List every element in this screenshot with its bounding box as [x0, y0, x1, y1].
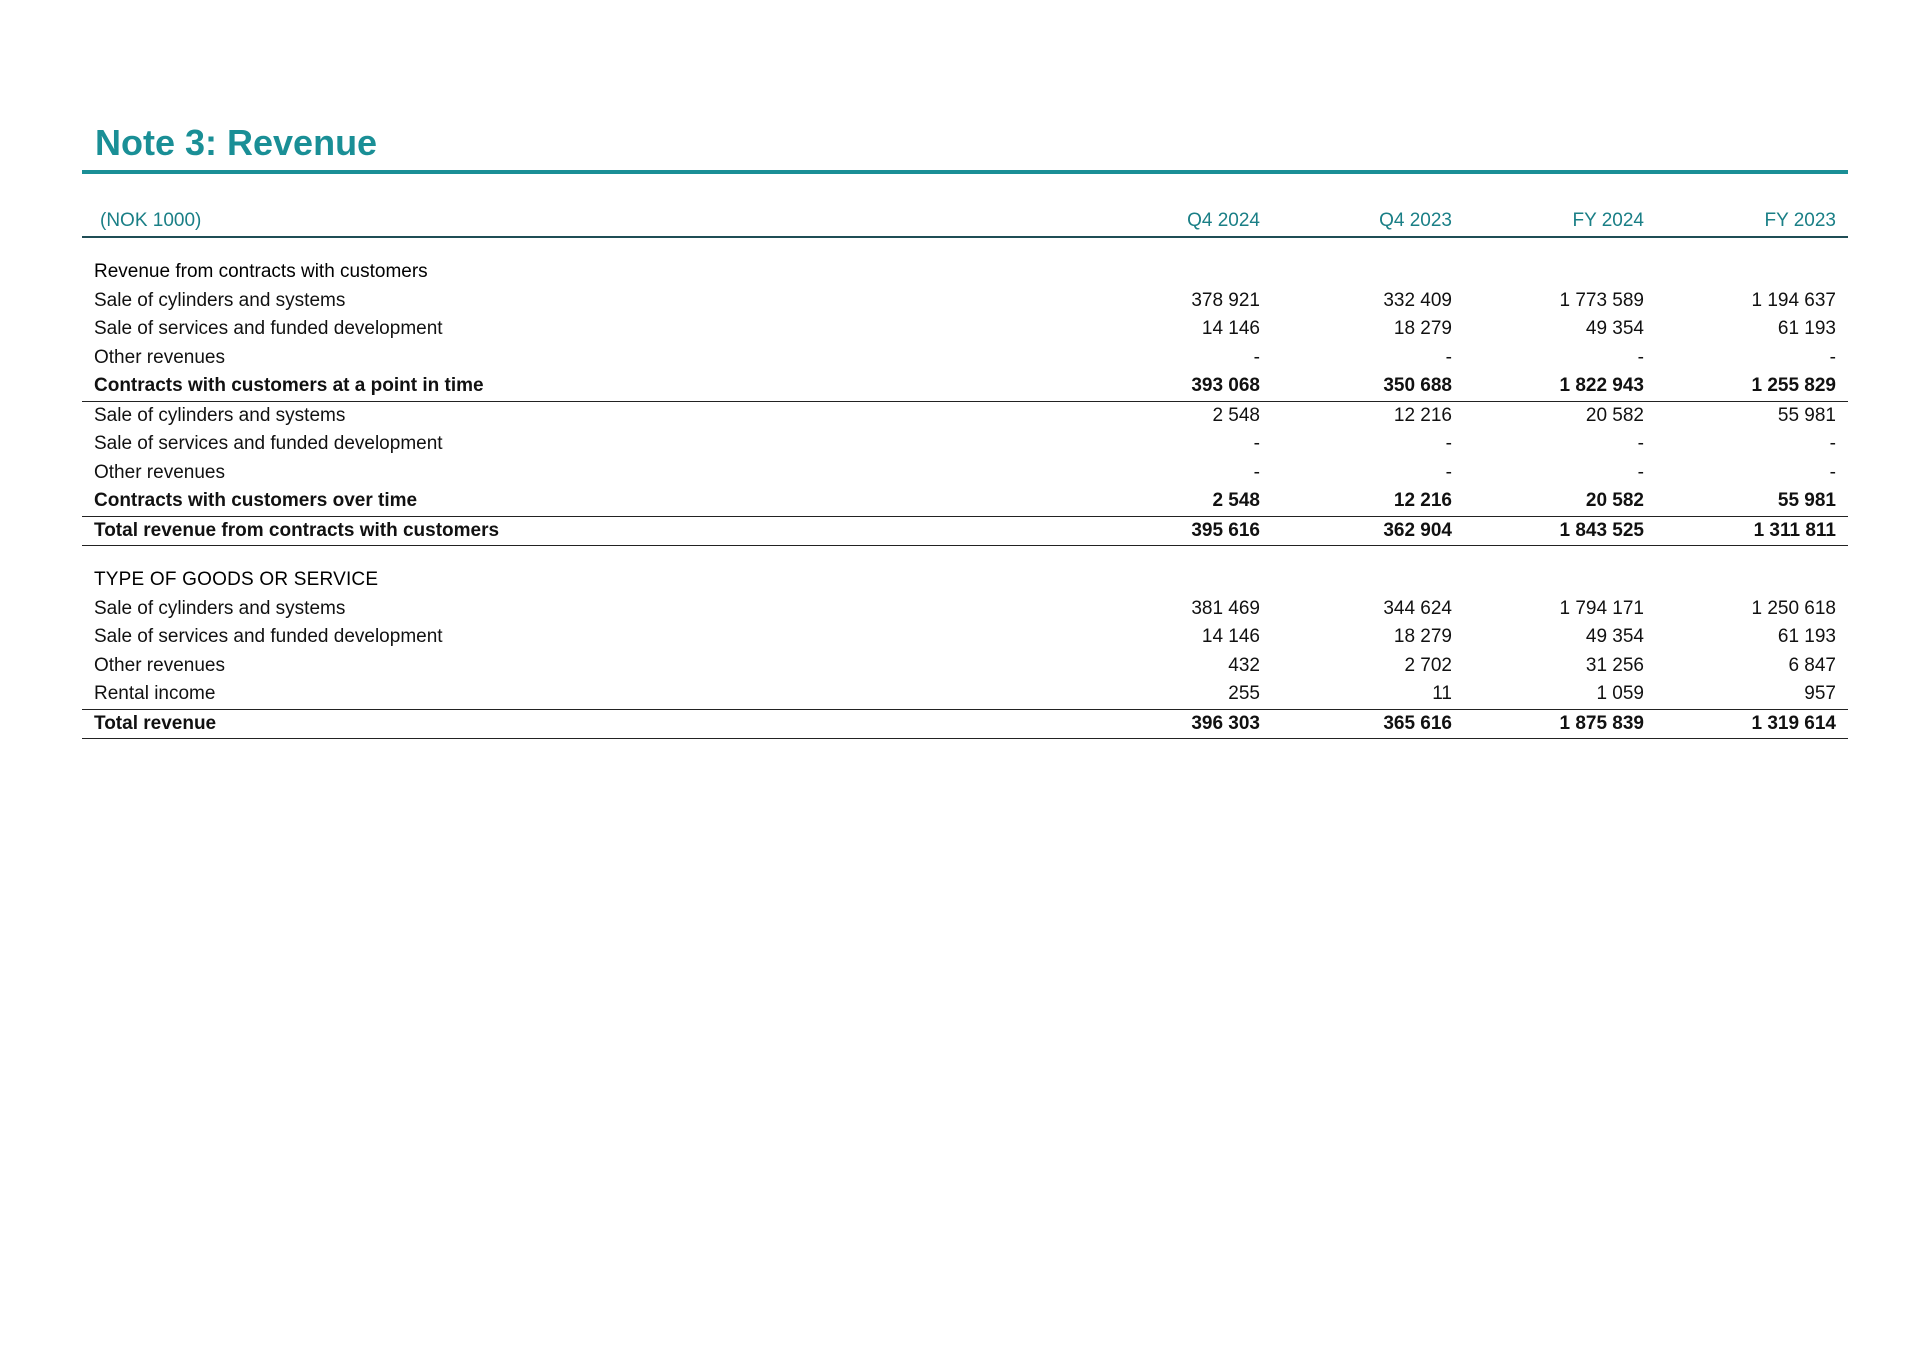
cell-value: -: [1253, 461, 1260, 483]
row-label: Sale of services and funded development: [94, 626, 443, 647]
row-label: Total revenue: [82, 709, 1080, 739]
total-row: [82, 516, 1848, 546]
cell-value: -: [1445, 346, 1452, 368]
table-row: [82, 680, 1848, 709]
table-row: [82, 459, 1848, 488]
cell-value: -: [1253, 346, 1260, 368]
table-row: [82, 315, 1848, 344]
document-page: [82, 118, 1848, 739]
cell-value: 18 279: [1393, 626, 1452, 647]
unit-label: (NOK 1000): [82, 206, 1080, 237]
cell-value: -: [1637, 346, 1644, 368]
cell-value: -: [1445, 433, 1452, 454]
spacer-row: [82, 237, 1848, 258]
row-label: Sale of cylinders and systems: [94, 597, 346, 619]
cell-value: 395 616: [1080, 516, 1272, 546]
row-label: Other revenues: [94, 461, 225, 483]
column-header-q4-2023: Q4 2023: [1272, 206, 1464, 237]
cell-value: 344 624: [1383, 597, 1452, 619]
cell-value: 2 548: [1212, 404, 1260, 426]
row-label: Sale of services and funded development: [94, 433, 443, 454]
cell-value: 432: [1228, 654, 1260, 676]
row-label: Contracts with customers at a point in time: [82, 372, 1080, 401]
cell-value: 14 146: [1201, 318, 1260, 339]
cell-value: 1 822 943: [1464, 372, 1656, 401]
column-header-q4-2024: Q4 2024: [1080, 206, 1272, 237]
cell-value: 255: [1080, 680, 1272, 709]
row-label: Sale of cylinders and systems: [94, 289, 346, 311]
cell-value: 1 250 618: [1751, 597, 1836, 619]
table-row: [82, 430, 1848, 459]
section-heading: TYPE OF GOODS OR SERVICE: [94, 569, 379, 590]
table-header-row: [82, 206, 1848, 237]
cell-value: -: [1445, 461, 1452, 483]
cell-value: 2 702: [1404, 654, 1452, 676]
cell-value: -: [1829, 346, 1836, 368]
table-row: [82, 623, 1848, 652]
row-label: Other revenues: [94, 654, 225, 676]
cell-value: 11: [1272, 680, 1464, 709]
cell-value: 393 068: [1080, 372, 1272, 401]
cell-value: 396 303: [1080, 709, 1272, 739]
note-title: Note 3: Revenue: [95, 122, 378, 163]
section-heading-row: [82, 566, 1848, 595]
cell-value: 1 311 811: [1656, 516, 1848, 546]
cell-value: 49 354: [1585, 318, 1644, 339]
cell-value: 1 059: [1464, 680, 1656, 709]
cell-value: 957: [1656, 680, 1848, 709]
cell-value: 350 688: [1272, 372, 1464, 401]
section-heading: Revenue from contracts with customers: [94, 261, 428, 282]
cell-value: 49 354: [1585, 626, 1644, 647]
column-header-fy-2024: FY 2024: [1464, 206, 1656, 237]
total-row: [82, 709, 1848, 739]
cell-value: 12 216: [1272, 487, 1464, 516]
cell-value: 1 319 614: [1656, 709, 1848, 739]
cell-value: 332 409: [1383, 289, 1452, 311]
title-rule: [82, 170, 1848, 174]
cell-value: -: [1637, 461, 1644, 483]
cell-value: 20 582: [1585, 404, 1644, 426]
table-row: [82, 595, 1848, 624]
cell-value: 378 921: [1191, 289, 1260, 311]
table-row: [82, 401, 1848, 430]
row-label: Total revenue from contracts with customers: [82, 516, 1080, 546]
cell-value: -: [1829, 433, 1836, 454]
row-label: Sale of services and funded development: [94, 318, 443, 339]
subtotal-row: [82, 487, 1848, 516]
row-label: Other revenues: [94, 346, 225, 368]
section-heading-row: [82, 258, 1848, 287]
cell-value: 6 847: [1788, 654, 1836, 676]
cell-value: 1 194 637: [1751, 289, 1836, 311]
cell-value: 20 582: [1464, 487, 1656, 516]
table-row: [82, 652, 1848, 681]
cell-value: 31 256: [1585, 654, 1644, 676]
cell-value: 1 794 171: [1559, 597, 1644, 619]
cell-value: 381 469: [1191, 597, 1260, 619]
cell-value: 1 843 525: [1464, 516, 1656, 546]
cell-value: 2 548: [1080, 487, 1272, 516]
revenue-table: [82, 206, 1848, 739]
cell-value: 365 616: [1272, 709, 1464, 739]
cell-value: -: [1637, 433, 1644, 454]
spacer-row: [82, 546, 1848, 567]
row-label: Rental income: [82, 680, 1080, 709]
cell-value: 362 904: [1272, 516, 1464, 546]
subtotal-row: [82, 372, 1848, 401]
table-row: [82, 287, 1848, 316]
column-header-fy-2023: FY 2023: [1656, 206, 1848, 237]
cell-value: 55 981: [1777, 404, 1836, 426]
cell-value: 61 193: [1777, 318, 1836, 339]
cell-value: 14 146: [1201, 626, 1260, 647]
cell-value: 12 216: [1393, 404, 1452, 426]
cell-value: 61 193: [1777, 626, 1836, 647]
row-label: Contracts with customers over time: [82, 487, 1080, 516]
cell-value: 18 279: [1393, 318, 1452, 339]
cell-value: -: [1829, 461, 1836, 483]
row-label: Sale of cylinders and systems: [94, 404, 346, 426]
cell-value: 1 773 589: [1559, 289, 1644, 311]
cell-value: -: [1253, 433, 1260, 454]
cell-value: 1 255 829: [1656, 372, 1848, 401]
table-row: [82, 344, 1848, 373]
cell-value: 55 981: [1656, 487, 1848, 516]
cell-value: 1 875 839: [1464, 709, 1656, 739]
